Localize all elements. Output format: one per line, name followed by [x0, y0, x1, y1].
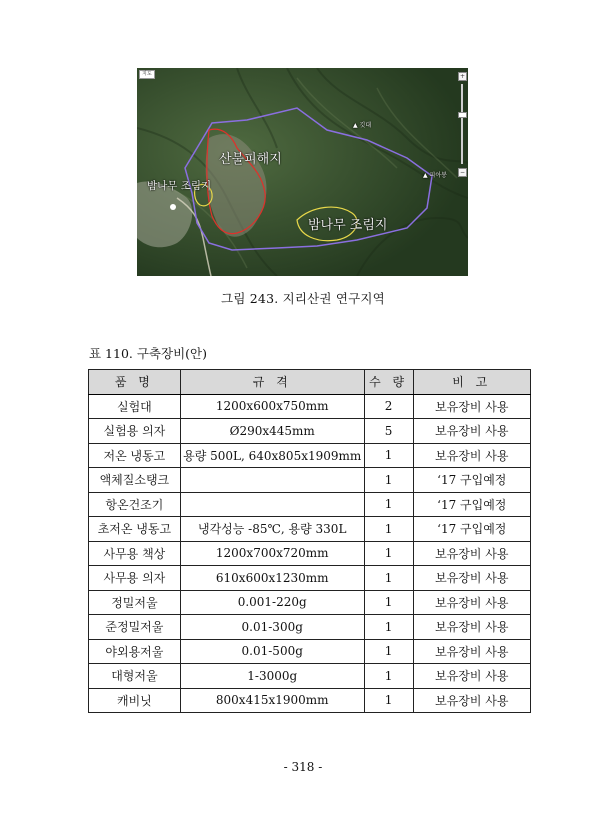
cell-spec: 1200x600x750mm	[180, 394, 364, 419]
cell-qty: 1	[364, 566, 413, 591]
cell-remark: 보유장비 사용	[413, 566, 530, 591]
figure-caption: 그림 243. 지리산권 연구지역	[221, 291, 385, 306]
cell-spec: 610x600x1230mm	[180, 566, 364, 591]
page-number: - 318 -	[283, 760, 323, 774]
cell-remark: 보유장비 사용	[413, 419, 530, 444]
cell-qty: 2	[364, 394, 413, 419]
cell-remark: 보유장비 사용	[413, 664, 530, 689]
cell-remark: ‘17 구입예정	[413, 468, 530, 493]
cell-qty: 1	[364, 443, 413, 468]
cell-spec: 800x415x1900mm	[180, 688, 364, 713]
table-row	[89, 541, 531, 566]
table-row	[89, 590, 531, 615]
cell-remark: 보유장비 사용	[413, 443, 530, 468]
map-imagery	[137, 68, 468, 276]
cell-item: 저온 냉동고	[89, 443, 181, 468]
cell-remark: 보유장비 사용	[413, 688, 530, 713]
cell-spec	[180, 468, 364, 493]
equipment-table	[88, 369, 531, 713]
burn-area-label: 산불피해지	[219, 152, 282, 167]
table-row	[89, 394, 531, 419]
cell-qty: 1	[364, 590, 413, 615]
cell-item: 액체질소탱크	[89, 468, 181, 493]
cell-remark: ‘17 구입예정	[413, 492, 530, 517]
cell-item: 실험대	[89, 394, 181, 419]
cell-qty: 1	[364, 468, 413, 493]
cell-qty: 1	[364, 615, 413, 640]
cell-qty: 5	[364, 419, 413, 444]
table-title: 표 110. 구축장비(안)	[89, 346, 207, 361]
cell-remark: 보유장비 사용	[413, 615, 530, 640]
cell-spec	[180, 492, 364, 517]
cell-spec: Ø290x445mm	[180, 419, 364, 444]
zoom-slider-handle[interactable]	[458, 112, 467, 118]
header-spec: 규 격	[180, 370, 364, 395]
zoom-out-button[interactable]: −	[459, 169, 466, 176]
table-row	[89, 492, 531, 517]
cell-remark: ‘17 구입예정	[413, 517, 530, 542]
cell-item: 야외용저울	[89, 639, 181, 664]
peak-label: ▲ 피아봉	[423, 172, 447, 179]
cell-item: 항온건조기	[89, 492, 181, 517]
table-row	[89, 615, 531, 640]
cell-spec: 용량 500L, 640x805x1909mm	[180, 443, 364, 468]
cell-spec: 1200x700x720mm	[180, 541, 364, 566]
table-row	[89, 517, 531, 542]
zoom-slider-track[interactable]	[461, 84, 463, 164]
cell-item: 정밀저울	[89, 590, 181, 615]
table-row	[89, 639, 531, 664]
cell-spec: 0.01-300g	[180, 615, 364, 640]
cell-qty: 1	[364, 517, 413, 542]
chestnut-small-label: 밤나무 조림지	[147, 180, 212, 192]
header-remarks: 비 고	[413, 370, 530, 395]
cell-qty: 1	[364, 688, 413, 713]
zoom-in-button[interactable]: +	[459, 73, 466, 80]
header-quantity: 수 량	[364, 370, 413, 395]
table-row	[89, 664, 531, 689]
cell-item: 캐비닛	[89, 688, 181, 713]
table-row	[89, 468, 531, 493]
map-type-button[interactable]: 지도	[139, 70, 155, 79]
cell-item: 사무용 의자	[89, 566, 181, 591]
study-area-map	[137, 68, 468, 276]
cell-qty: 1	[364, 541, 413, 566]
cell-remark: 보유장비 사용	[413, 541, 530, 566]
cell-qty: 1	[364, 639, 413, 664]
cell-item: 사무용 책상	[89, 541, 181, 566]
cell-spec: 0.01-500g	[180, 639, 364, 664]
table-row	[89, 443, 531, 468]
cell-qty: 1	[364, 492, 413, 517]
cell-spec: 냉각성능 -85℃, 용량 330L	[180, 517, 364, 542]
cell-item: 준정밀저울	[89, 615, 181, 640]
cell-item: 초저온 냉동고	[89, 517, 181, 542]
cell-qty: 1	[364, 664, 413, 689]
cell-remark: 보유장비 사용	[413, 639, 530, 664]
cell-spec: 0.001-220g	[180, 590, 364, 615]
header-item-name: 품 명	[89, 370, 181, 395]
peak-label: ▲ 깃대	[353, 122, 372, 129]
cell-item: 실험용 의자	[89, 419, 181, 444]
table-row	[89, 419, 531, 444]
table-row	[89, 566, 531, 591]
chestnut-large-label: 밤나무 조림지	[308, 218, 388, 233]
zoom-control[interactable]	[458, 72, 466, 184]
table-row	[89, 688, 531, 713]
table-header-row	[89, 370, 531, 395]
cell-remark: 보유장비 사용	[413, 590, 530, 615]
cell-item: 대형저울	[89, 664, 181, 689]
cell-remark: 보유장비 사용	[413, 394, 530, 419]
cell-spec: 1-3000g	[180, 664, 364, 689]
